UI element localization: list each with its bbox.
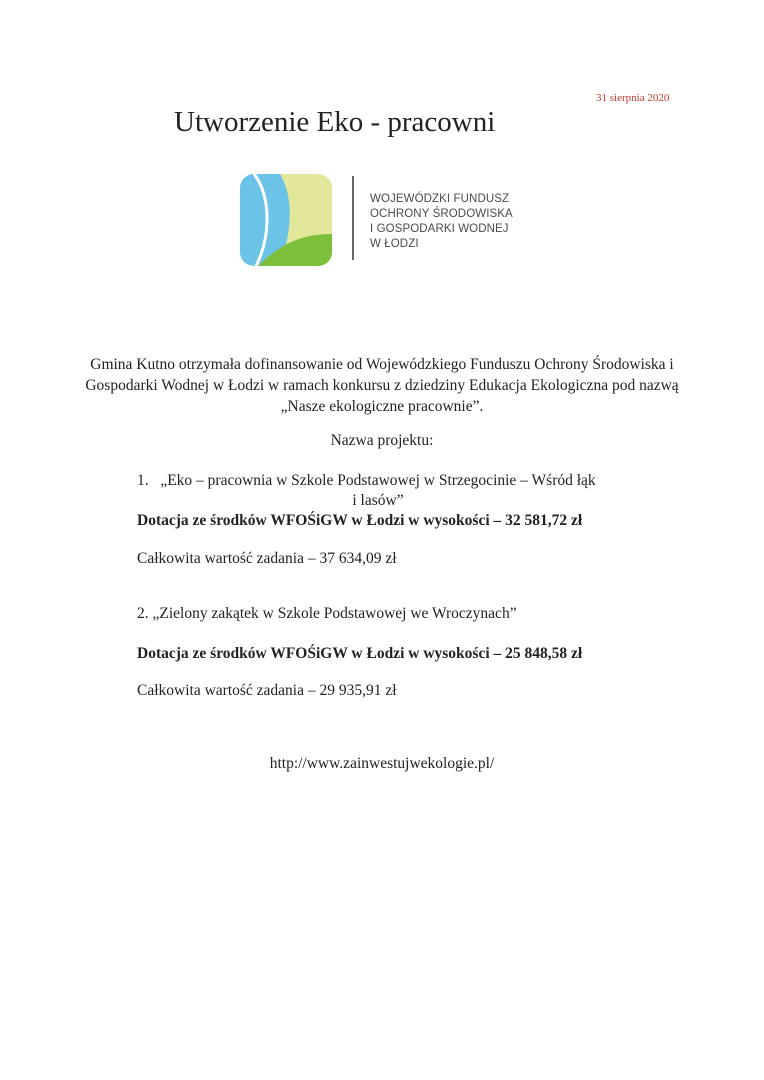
project-item-1	[137, 471, 597, 511]
project-name: „Eko – pracownia w Szkole Podstawowej w Strzegocinie – Wśród łąk i lasów”	[160, 472, 596, 509]
project-grant-2: Dotacja ze środków WFOŚiGW w Łodzi w wysokości – 25 848,58 zł	[137, 645, 583, 662]
logo-divider	[352, 176, 354, 260]
date-label: 31 sierpnia 2020	[596, 92, 670, 104]
project-number: 1.	[137, 472, 149, 489]
logo-text	[370, 192, 513, 252]
logo-line: OCHRONY ŚRODOWISKA	[370, 208, 513, 220]
logo-line: I GOSPODARKI WODNEJ	[370, 223, 509, 235]
wfosigw-logo-icon	[240, 174, 332, 266]
wfosigw-logo	[240, 174, 540, 274]
project-item-2	[137, 605, 517, 623]
project-total-2: Całkowita wartość zadania – 29 935,91 zł	[137, 682, 397, 699]
website-link[interactable]: http://www.zainwestujwekologie.pl/	[269, 755, 495, 772]
logo-line: W ŁODZI	[370, 238, 419, 250]
project-number: 2.	[137, 605, 149, 622]
project-label: Nazwa projektu:	[330, 432, 434, 449]
project-grant-1: Dotacja ze środków WFOŚiGW w Łodzi w wysokości – 32 581,72 zł	[137, 512, 583, 529]
page-title: Utworzenie Eko - pracowni	[174, 106, 496, 138]
project-total-1: Całkowita wartość zadania – 37 634,09 zł	[137, 550, 397, 567]
project-name: „Zielony zakątek w Szkole Podstawowej we Wroczynach”	[152, 605, 517, 622]
intro-paragraph: Gmina Kutno otrzymała dofinansowanie od Wojewódzkiego Funduszu Ochrony Środowiska i Gospodarki Wodnej w Łodzi w ramach konkursu z dziedziny Edukacja Ekologiczna pod nazwą „Nasze ekologiczne pracownie”.	[85, 356, 679, 415]
link-container	[0, 755, 764, 773]
logo-line: WOJEWÓDZKI FUNDUSZ	[370, 193, 510, 205]
